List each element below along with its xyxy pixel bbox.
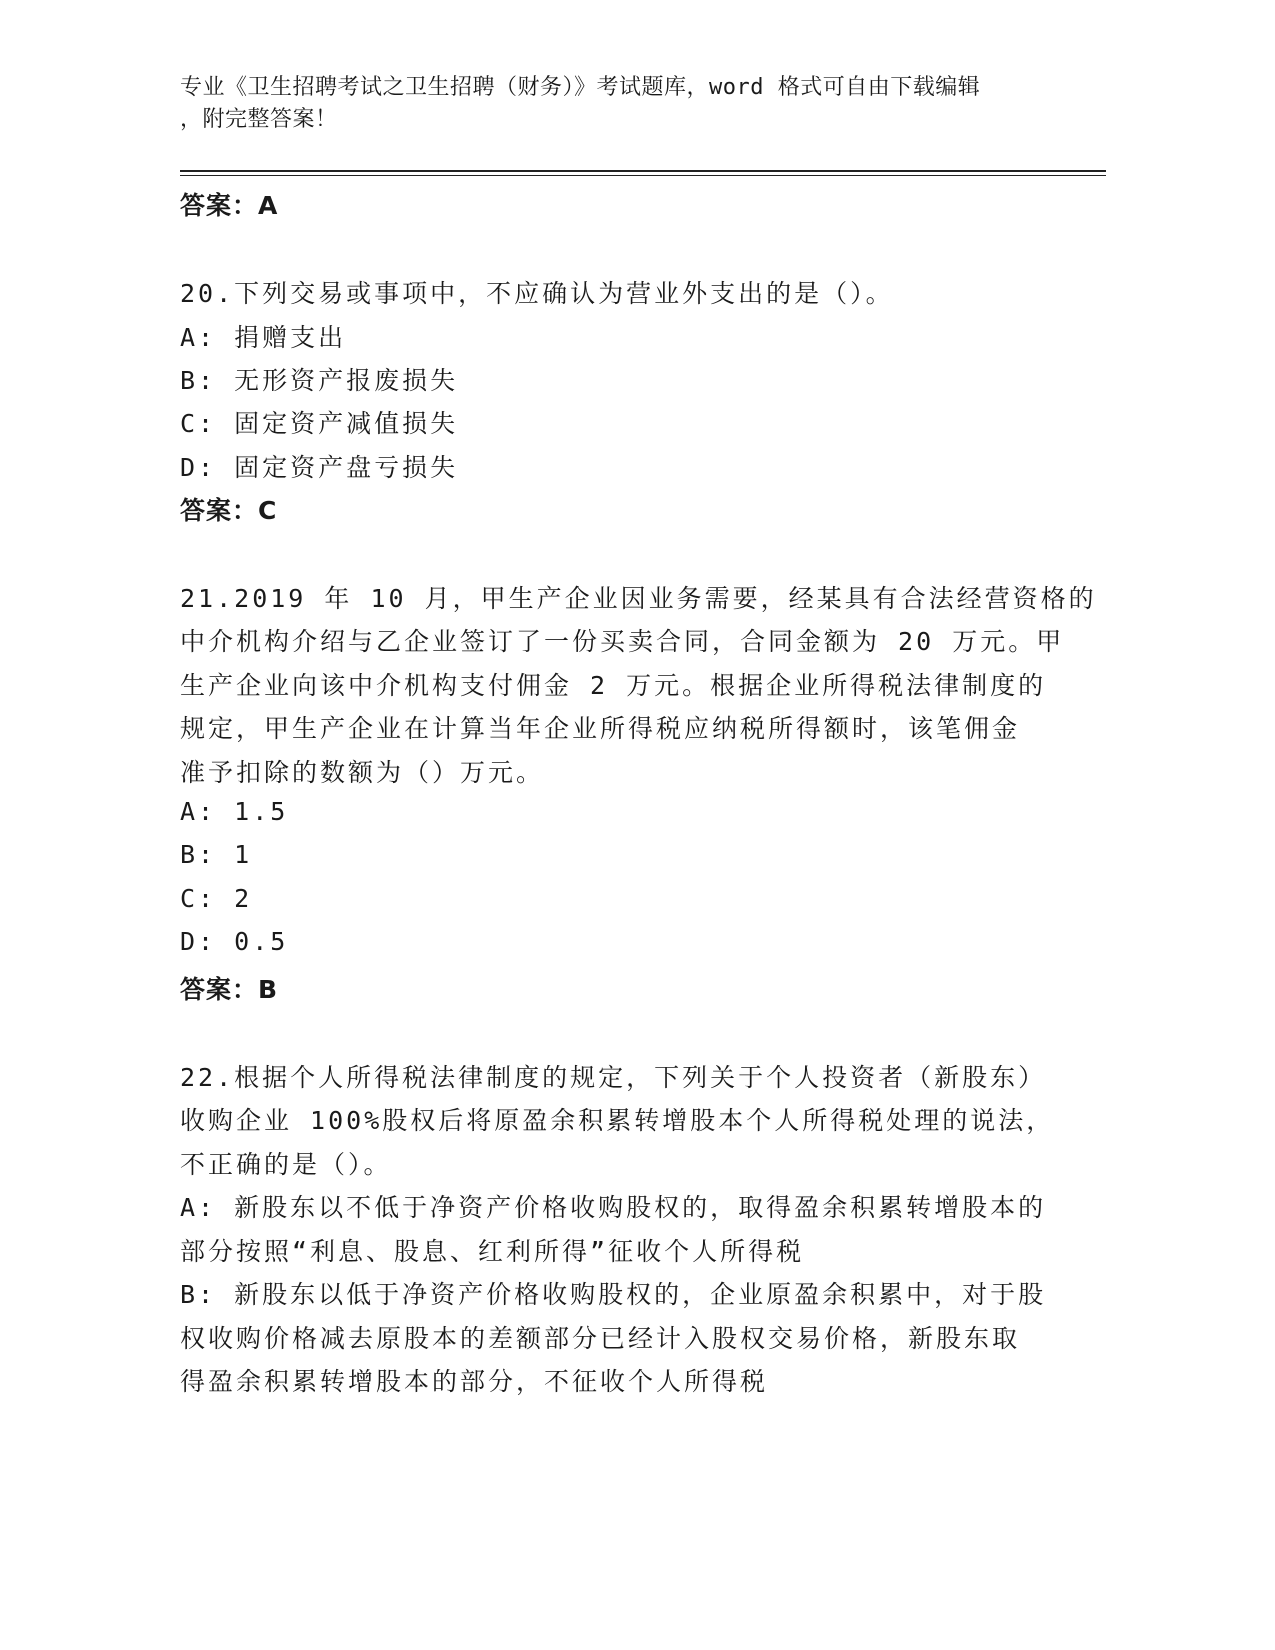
question-21-option-b: B: 1 bbox=[180, 840, 253, 869]
question-21-option-d: D: 0.5 bbox=[180, 927, 289, 956]
question-22-option-b-line-3: 得盈余积累转增股本的部分，不征收个人所得税 bbox=[180, 1367, 769, 1396]
question-21-stem-line-1: 21.2019 年 10 月，甲生产企业因业务需要，经某具有合法经营资格的 bbox=[180, 584, 1097, 613]
header-line-1: 专业《卫生招聘考试之卫生招聘（财务）》考试题库，word 格式可自由下载编辑 bbox=[180, 75, 981, 100]
question-21-option-c: C: 2 bbox=[180, 884, 253, 913]
question-21-stem-line-5: 准予扣除的数额为（）万元。 bbox=[180, 758, 545, 787]
question-22-option-b-line-2: 权收购价格减去原股本的差额部分已经计入股权交易价格，新股东取 bbox=[180, 1324, 1021, 1353]
answer-q20: 答案：C bbox=[180, 496, 278, 525]
answer-q21: 答案：B bbox=[180, 975, 279, 1004]
question-22-option-a-line-1: A: 新股东以不低于净资产价格收购股权的，取得盈余积累转增股本的 bbox=[180, 1193, 1047, 1222]
question-22-option-a-line-2: 部分按照“利息、股息、红利所得”征收个人所得税 bbox=[180, 1237, 805, 1266]
page-header bbox=[180, 72, 1060, 136]
question-20-option-a: A: 捐赠支出 bbox=[180, 323, 347, 352]
header-divider-thin bbox=[180, 175, 1106, 176]
question-21-option-a: A: 1.5 bbox=[180, 797, 289, 826]
question-20-option-d: D: 固定资产盘亏损失 bbox=[180, 453, 459, 482]
question-20-option-c: C: 固定资产减值损失 bbox=[180, 409, 459, 438]
answer-q19: 答案：A bbox=[180, 191, 279, 220]
question-22-stem-line-3: 不正确的是（）。 bbox=[180, 1150, 392, 1179]
question-22-stem-line-2: 收购企业 100%股权后将原盈余积累转增股本个人所得税处理的说法， bbox=[180, 1106, 1055, 1135]
question-21-stem-line-2: 中介机构介绍与乙企业签订了一份买卖合同，合同金额为 20 万元。甲 bbox=[180, 627, 1065, 656]
header-line-2: ，附完整答案！ bbox=[180, 107, 338, 132]
question-20-stem: 20.下列交易或事项中，不应确认为营业外支出的是（）。 bbox=[180, 279, 894, 308]
header-divider-thick bbox=[180, 170, 1106, 172]
question-20-option-b: B: 无形资产报废损失 bbox=[180, 366, 459, 395]
question-22-option-b-line-1: B: 新股东以低于净资产价格收购股权的，企业原盈余积累中，对于股 bbox=[180, 1280, 1047, 1309]
question-21-stem-line-4: 规定，甲生产企业在计算当年企业所得税应纳税所得额时，该笔佣金 bbox=[180, 714, 1021, 743]
question-22-stem-line-1: 22.根据个人所得税法律制度的规定，下列关于个人投资者（新股东） bbox=[180, 1063, 1047, 1092]
question-21-stem-line-3: 生产企业向该中介机构支付佣金 2 万元。根据企业所得税法律制度的 bbox=[180, 671, 1047, 700]
